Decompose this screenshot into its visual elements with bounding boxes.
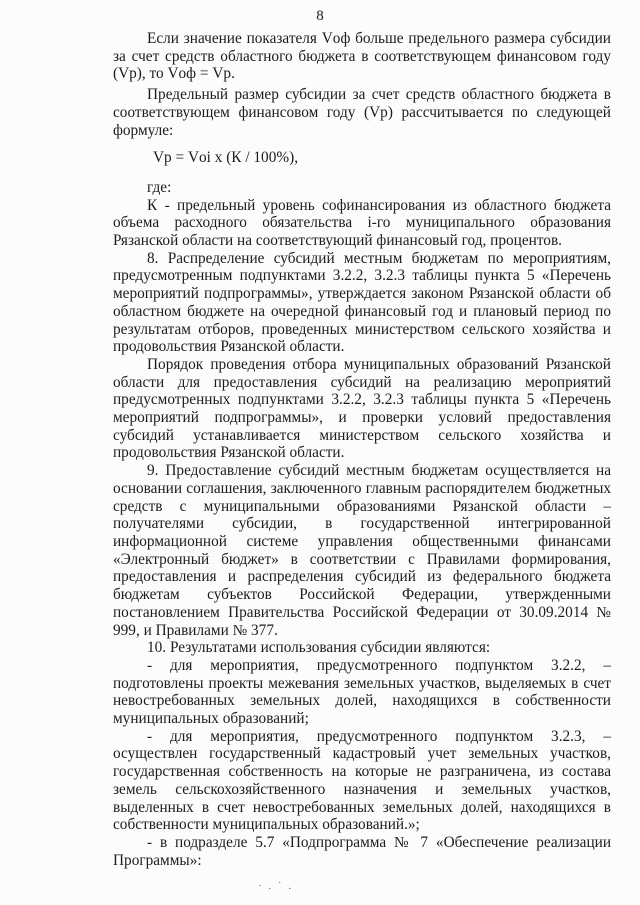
paragraph-k-definition: К - предельный уровень софинансирования из областного бюджета объема расходного обязательства i-го муниципального образования Рязанской области на соответствующий финансовый год, процентов. bbox=[113, 196, 611, 250]
paragraph-item-9: 9. Предоставление субсидий местным бюджетам осуществляется на основании соглашения, заключенного главным распорядителем бюджетных средств с муниципальными образованиями Рязанской области – получателями субсидии, в государственной интегрированной информационной системе управления общественными финансами «Электронный бюджет» в соответствии с Правилами формирования, предоставления и распределения субсидий из федерального бюджета бюджетам субъектов Российской Федерации, утвержденными постановлением Правительства Российской Федерации от 30.09.2014 № 999, и Правилами № 377. bbox=[113, 462, 611, 639]
paragraph-vof-condition: Если значение показателя Vоф больше предельного размера субсидии за счет средств областного бюджета в соответствующем финансовом году (Vр), то Vоф = Vр. bbox=[113, 30, 611, 83]
paragraph-result-3-2-3: - для мероприятия, предусмотренного подпунктом 3.2.3, – осуществлен государственный кадастровый учет земельных участков, государственная собственность на которые не разграничена, из состава земель сельскохозяйственного назначения и земельных участков, выделенных в счет невостребованных земельных долей, находящихся в собственности муниципальных образований.»; bbox=[113, 727, 611, 834]
paragraph-selection-procedure: Порядок проведения отбора муниципальных образований Рязанской области для предоставления субсидий на реализацию мероприятий предусмотренных подпунктами 3.2.2, 3.2.3 таблицы пункта 5 «Перечень мероприятий подпрограммы», и проверки условий предоставления субсидий устанавливается министерством сельского хозяйства и продовольствия Рязанской области. bbox=[113, 355, 611, 462]
document-body bbox=[113, 30, 611, 869]
paragraph-item-8: 8. Распределение субсидий местным бюджетам по мероприятиям, предусмотренным подпунктами 3.2.2, 3.2.3 таблицы пункта 5 «Перечень мероприятий подпрограммы», утверждается законом Рязанской области об областном бюджете на очередной финансовый год и плановый период по результатам отборов, проведенных министерством сельского хозяйства и продовольствия Рязанской области. bbox=[113, 249, 611, 356]
formula: Vр = Vоi х (К / 100%), bbox=[153, 149, 299, 167]
paragraph-result-3-2-2: - для мероприятия, предусмотренного подпунктом 3.2.2, – подготовлены проекты межевания земельных участков, выделяемых в счет невостребованных земельных долей, находящихся в собственности муниципальных образований; bbox=[113, 656, 611, 728]
paragraph-where: где: bbox=[147, 178, 172, 196]
page-number: 8 bbox=[316, 8, 324, 24]
paragraph-item-10: 10. Результатами использования субсидии являются: bbox=[147, 639, 491, 657]
scan-mark: · . ˙ . bbox=[258, 880, 294, 892]
paragraph-limit-definition: Предельный размер субсидии за счет средств областного бюджета в соответствующем финансовом году (Vр) рассчитывается по следующей формуле: bbox=[113, 86, 611, 139]
paragraph-subsection-5-7: - в подразделе 5.7 «Подпрограмма № 7 «Обеспечение реализации Программы»: bbox=[113, 833, 611, 869]
